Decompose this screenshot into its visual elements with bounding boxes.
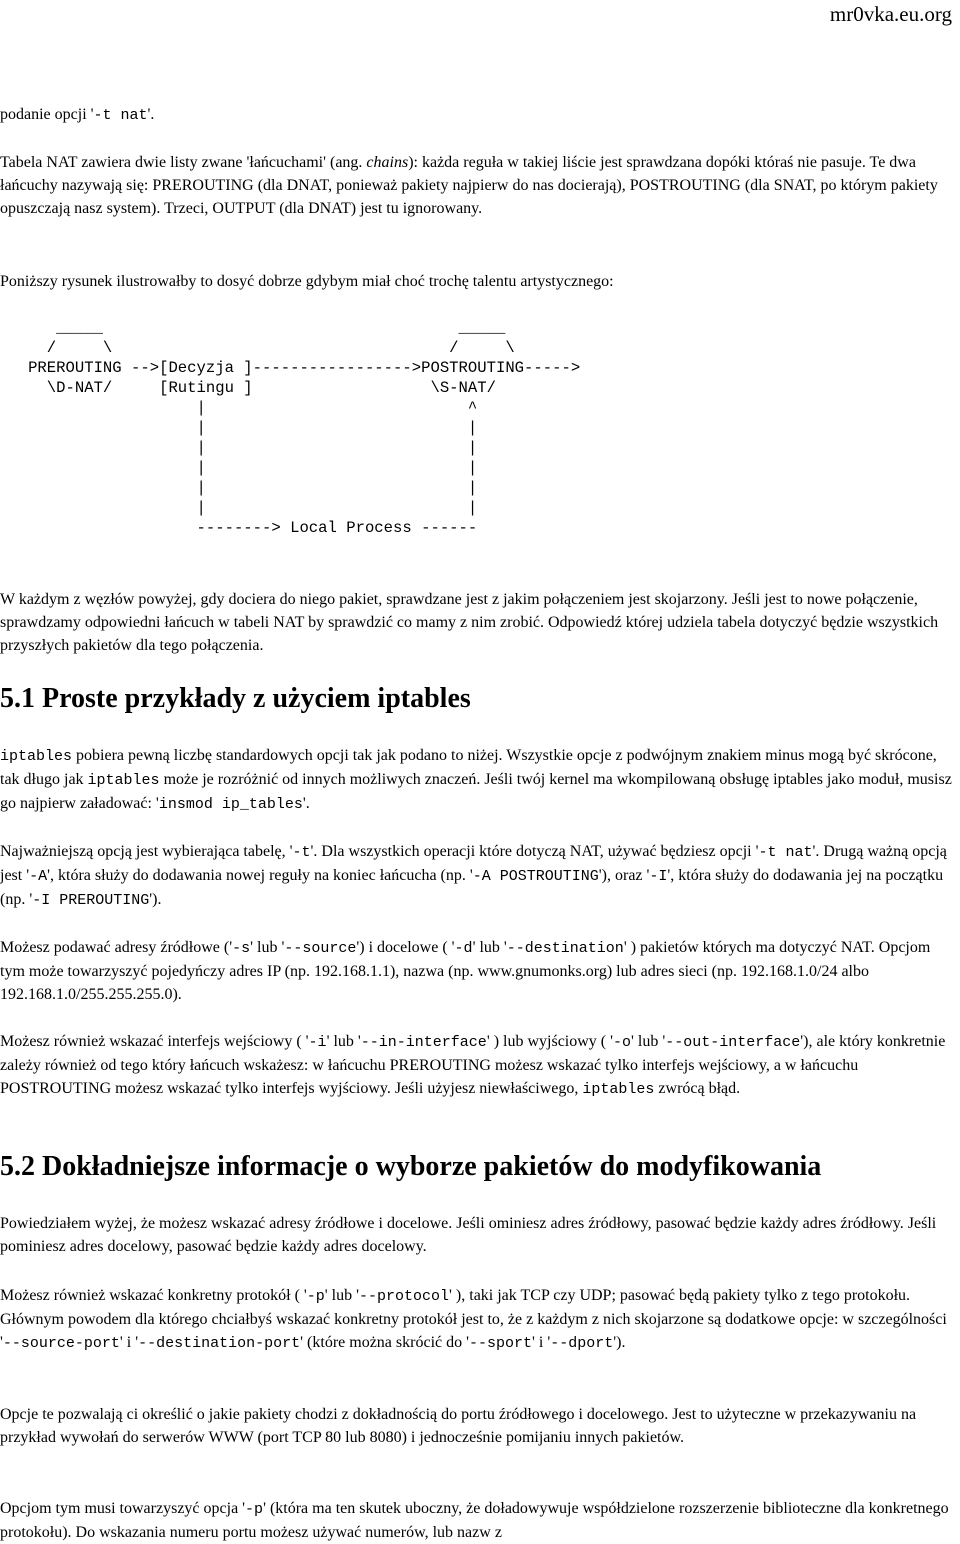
code-snippet: insmod ip_tables (158, 796, 303, 813)
code-snippet: -A (29, 868, 48, 885)
code-snippet: -s (232, 940, 251, 957)
code-snippet: -A POSTROUTING (472, 868, 599, 885)
text: Możesz podawać adresy źródłowe (' (0, 939, 233, 956)
code-snippet: --source (284, 940, 357, 957)
code-snippet: -I (649, 868, 668, 885)
code-snippet: iptables (87, 772, 160, 789)
text: zwrócą błąd. (654, 1080, 741, 1097)
text: ' lub ' (631, 1033, 666, 1050)
code-snippet: -t nat (93, 107, 148, 124)
text: ' lub ' (324, 1287, 360, 1304)
text: ' lub ' (250, 939, 285, 956)
code-snippet: --destination (506, 940, 624, 957)
code-snippet: --protocol (359, 1288, 450, 1305)
text: ', która służy do dodawania nowej reguły na koniec łańcucha (np. ' (47, 867, 473, 884)
paragraph-iptables-opcje (0, 744, 958, 816)
text: ' i ' (119, 1334, 139, 1351)
paragraph-protokol (0, 1284, 958, 1355)
code-snippet: iptables (582, 1081, 655, 1098)
text: '). (149, 891, 162, 908)
code-snippet: --dport (550, 1335, 614, 1352)
text: ' i ' (532, 1334, 551, 1351)
paragraph-adresy-pominiete: Powiedziałem wyżej, że możesz wskazać adresy źródłowe i docelowe. Jeśli ominiesz adres źródłowy, pasować będzie każdy adres źródłowy. Jeśli pominiesz adres docelowy, pasować będzie każdy adres docelowy. (0, 1215, 937, 1255)
text: '. Dla wszystkich operacji które dotyczą NAT, używać będziesz opcji ' (310, 843, 759, 860)
text: ' lub ' (326, 1033, 361, 1050)
text: '. (147, 106, 155, 123)
code-snippet: --out-interface (665, 1034, 801, 1051)
text: '). (613, 1334, 626, 1351)
paragraph-interfejsy (0, 1030, 958, 1101)
text: pobiera pewną liczbę standardowych opcji tak jak podano to niżej. Wszystkie opcje z podwójnym znakiem minus mogą być skrócone, tak długo jak (0, 747, 937, 788)
code-snippet: iptables (0, 748, 73, 765)
text: ' (które można skrócić do ' (300, 1334, 469, 1351)
section-heading-5-1: 5.1 Proste przykłady z użyciem iptables (0, 683, 471, 714)
paragraph-porty: Opcje te pozwalają ci określić o jakie pakiety chodzi z dokładnością do portu źródłowego i docelowego. Jest to użyteczne w przekazywaniu na przykład wywołań do serwerów WWW (port TCP 80 lub 8080) i jednocześnie pomijaniu innych pakietów. (0, 1406, 917, 1446)
code-snippet: -i (308, 1034, 327, 1051)
paragraph-opcja-p (0, 1497, 958, 1544)
text: Opcjom tym musi towarzyszyć opcja ' (0, 1500, 246, 1517)
text: Możesz również wskazać konkretny protokół ( ' (0, 1287, 307, 1304)
italic-term: chains (366, 154, 409, 171)
paragraph-wybor-tabeli (0, 840, 958, 912)
text: ): każda reguła w takiej liście jest sprawdzana dopóki któraś nie pasuje. Te dwa łańcuchy nazywają się: PREROUTING (dla DNAT, ponieważ pakiety najpierw do nas docierają), POSTROUTING (dla SNAT, po którym pakiety opuszczają nasz system). Trzeci, OUTPUT (dla DNAT) jest tu ignorowany. (0, 154, 938, 217)
paragraph-adresy (0, 936, 958, 1006)
paragraph-wezly: W każdym z węzłów powyżej, gdy dociera do niego pakiet, sprawdzane jest z jakim połączeniem jest skojarzony. Jeśli jest to nowe połączenie, sprawdzamy odpowiedni łańcuch w tabeli NAT by sprawdzić co mamy z nim zrobić. Odpowiedź której udziela tabela dotyczyć będzie wszystkich przyszłych pakietów dla tego połączenia. (0, 591, 939, 654)
text: '), ale który konkretnie zależy również od tego który łańcuch wskażesz: w łańcuchu PREROUTING możesz wskazać tylko interfejs wejściowy, a w łańcuchu POSTROUTING możesz wskazać tylko interfejs wyjściowy. Jeśli użyjesz niewłaściwego, (0, 1033, 946, 1097)
text: '. Drugą ważną opcją jest ' (0, 843, 947, 884)
nat-flow-diagram: _____ _____ / \ / \ PREROUTING -->[Decyzja ]----------------->POSTROUTING-----> \D-NAT/ [Rutingu ] \S-NAT/ | ^ | | | | | | | | | | --------> Local Process ------ (28, 319, 581, 537)
text: ', która służy do dodawania jej na początku (np. ' (0, 867, 944, 908)
code-snippet: --sport (469, 1335, 533, 1352)
text: Tabela NAT zawiera dwie listy zwane 'łańcuchami' (ang. (0, 154, 367, 171)
text: podanie opcji ' (0, 106, 94, 123)
text: ') i docelowe ( ' (356, 939, 455, 956)
text: może je rozróżnić od innych możliwych znaczeń. Jeśli twój kernel ma wkompilowaną obsługę iptables jako moduł, musisz go najpierw załadować: ' (0, 771, 952, 812)
code-snippet: -t nat (758, 844, 813, 861)
code-snippet: -I PREROUTING (32, 892, 150, 909)
site-header: mr0vka.eu.org (829, 2, 952, 26)
code-snippet: --in-interface (360, 1034, 487, 1051)
text: ' ) pakietów których ma dotyczyć NAT. Opcjom tym może towarzyszyć pojedyńczy adres IP (np. 192.168.1.1), nazwa (np. www.gnumonks.org) lub adres sieci (np. 192.168.1.0/24 albo 192.168.1.0/255.255.255.0). (0, 939, 931, 1003)
code-snippet: -d (454, 940, 473, 957)
code-snippet: --source-port (2, 1335, 120, 1352)
section-heading-5-2: 5.2 Dokładniejsze informacje o wyborze pakietów do modyfikowania (0, 1151, 822, 1182)
code-snippet: --destination-port (138, 1335, 301, 1352)
text: '), oraz ' (598, 867, 650, 884)
text: ' ) lub wyjściowy ( ' (486, 1033, 614, 1050)
text: Najważniejszą opcją jest wybierająca tabelę, ' (0, 843, 293, 860)
code-snippet: -t (292, 844, 311, 861)
code-snippet: -o (613, 1034, 632, 1051)
code-snippet: -p (306, 1288, 325, 1305)
paragraph-rysunek-intro: Poniższy rysunek ilustrowałby to dosyć dobrze gdybym miał choć trochę talentu artystycznego: (0, 273, 614, 290)
text: ' lub ' (472, 939, 507, 956)
text: '. (302, 795, 310, 812)
text: Możesz również wskazać interfejs wejściowy ( ' (0, 1033, 309, 1050)
text: ' (która ma ten skutek uboczny, że doładowywuje współdzielone rozszerzenie biblioteczne dla konkretnego protokołu). Do wskazania numeru portu możesz używać numerów, lub nazw z (0, 1500, 949, 1541)
paragraph-tabela-nat (0, 151, 958, 220)
paragraph-opcja-nat (0, 103, 958, 127)
code-snippet: -p (245, 1501, 264, 1518)
text: ' ), taki jak TCP czy UDP; pasować będą pakiety tylko z tego protokołu. Głównym powodem dla którego chciałbyś wskazać konkretny protokół jest to, że z każdym z nich skojarzone są dodatkowe opcje: w szczególności ' (0, 1287, 947, 1351)
